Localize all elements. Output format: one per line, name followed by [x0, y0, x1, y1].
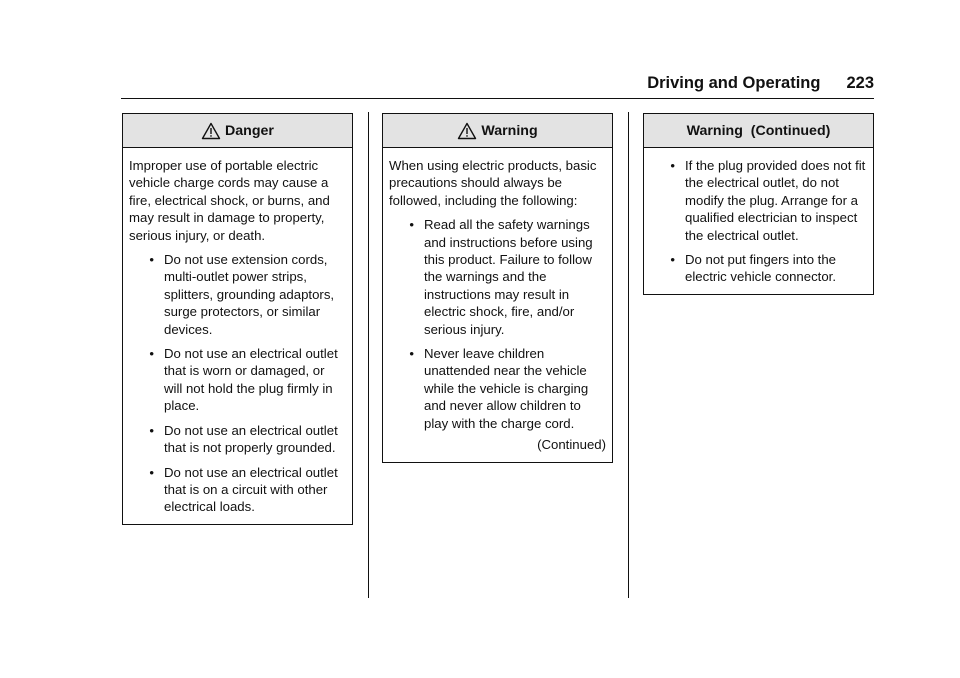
warning-triangle-icon — [201, 122, 221, 140]
bullet-mark: • — [670, 252, 675, 268]
bullet-mark: • — [149, 464, 154, 480]
header-rule — [121, 98, 874, 99]
warning-continued-box — [643, 113, 874, 295]
danger-box-header — [123, 114, 352, 148]
list-item-text: Never leave children unattended near the vehicle while the vehicle is charging and never allow children to play with the charge cord. — [424, 346, 589, 431]
section-title: Driving and Operating — [647, 74, 821, 92]
warning-title: Warning — [481, 122, 538, 139]
list-item-text: Do not use an electrical outlet that is not properly grounded. — [164, 422, 338, 456]
danger-intro: Improper use of portable electric vehicle charge cords may cause a fire, electrical shock, or burns, and may result in damage to property, serious injury, or death. — [129, 158, 330, 243]
warning-triangle-icon — [457, 122, 477, 140]
warning-intro: When using electric products, basic precautions should always be followed, including the following: — [389, 158, 597, 208]
bullet-mark: • — [409, 217, 414, 233]
bullet-mark: • — [670, 158, 675, 173]
column-divider-left — [368, 112, 369, 598]
warning-continued-body — [644, 148, 873, 294]
list-item — [129, 464, 346, 516]
bullet-mark: • — [149, 422, 154, 438]
warning-body — [383, 148, 612, 462]
list-item — [129, 422, 346, 457]
list-item-text: If the plug provided does not fit the electrical outlet, do not modify the plug. Arrange for a qualified electrician to inspect the electrical outlet. — [685, 158, 866, 243]
bullet-mark: • — [149, 252, 154, 268]
warning-box-header — [383, 114, 612, 148]
column-divider-right — [628, 112, 629, 598]
danger-box — [122, 113, 353, 525]
warning-continued-header — [644, 114, 873, 148]
bullet-mark: • — [149, 346, 154, 362]
list-item-text: Do not put fingers into the electric vehicle connector. — [685, 252, 837, 285]
danger-body — [123, 148, 352, 524]
list-item — [129, 345, 346, 415]
list-item — [389, 345, 606, 432]
danger-title: Danger — [225, 122, 274, 139]
list-item-text: Read all the safety warnings and instructions before using this product. Failure to follow the warnings and the instructions may result in electric shock, fire, and/or serious injury. — [424, 217, 593, 337]
warning-continued-title: Warning (Continued) — [686, 122, 831, 139]
running-header — [647, 74, 874, 93]
list-item — [650, 251, 867, 286]
list-item — [129, 251, 346, 338]
warning-box — [382, 113, 613, 463]
list-item — [389, 216, 606, 338]
continued-label: (Continued) — [537, 437, 606, 453]
list-item-text: Do not use an electrical outlet that is on a circuit with other electrical loads. — [164, 464, 338, 515]
list-item — [650, 157, 867, 244]
list-item-text: Do not use extension cords, multi-outlet power strips, splitters, grounding adaptors, surge protectors, or similar devices. — [164, 252, 335, 337]
page-number: 223 — [846, 74, 874, 92]
list-item-text: Do not use an electrical outlet that is worn or damaged, or will not hold the plug firmly in place. — [164, 346, 338, 414]
bullet-mark: • — [409, 346, 414, 362]
